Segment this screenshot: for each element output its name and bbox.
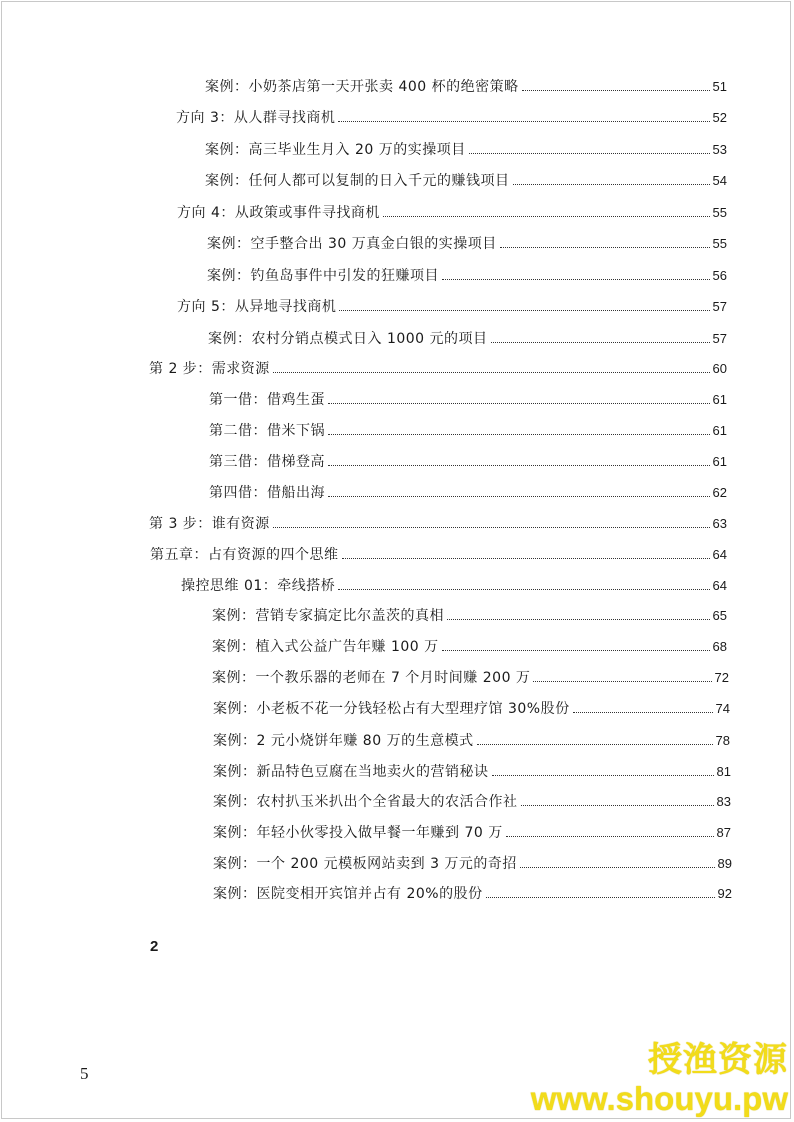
toc-entry-page: 74: [715, 701, 730, 716]
toc-entry-page: 64: [712, 578, 727, 593]
toc-entry[interactable]: [205, 139, 727, 159]
toc-entry-title: 第三借：借梯登高: [209, 454, 325, 470]
toc-dot-leader: [442, 279, 710, 280]
toc-entry-title: 第 2 步：需求资源: [149, 361, 270, 377]
watermark-url: www.shouyu.pw: [530, 1080, 788, 1117]
toc-dot-leader: [339, 310, 709, 311]
toc-entry-page: 60: [712, 361, 727, 376]
toc-dot-leader: [492, 775, 714, 776]
toc-entry[interactable]: [208, 328, 727, 348]
toc-entry-page: 72: [714, 670, 729, 685]
toc-entry[interactable]: [176, 107, 727, 127]
toc-entry-title: 案例：高三毕业生月入 20 万的实操项目: [205, 142, 466, 158]
toc-dot-leader: [486, 897, 715, 898]
toc-dot-leader: [500, 247, 710, 248]
toc-dot-leader: [522, 90, 710, 91]
toc-dot-leader: [342, 558, 710, 559]
toc-dot-leader: [447, 619, 710, 620]
toc-entry[interactable]: [149, 358, 727, 378]
toc-dot-leader: [328, 496, 710, 497]
toc-entry[interactable]: [213, 791, 731, 811]
toc-dot-leader: [328, 434, 710, 435]
toc-entry-title: 第四借：借船出海: [209, 485, 325, 501]
toc-dot-leader: [273, 527, 710, 528]
toc-entry-page: 63: [712, 516, 727, 531]
toc-entry-page: 56: [712, 268, 727, 283]
toc-entry-title: 案例：空手整合出 30 万真金白银的实操项目: [207, 236, 497, 252]
toc-dot-leader: [520, 867, 715, 868]
toc-entry-page: 92: [717, 886, 732, 901]
toc-entry[interactable]: [213, 761, 731, 781]
toc-dot-leader: [521, 805, 714, 806]
toc-entry-page: 81: [716, 764, 731, 779]
toc-entry-page: 55: [712, 205, 727, 220]
toc-entry-title: 案例：农村分销点模式日入 1000 元的项目: [208, 331, 488, 347]
toc-entry[interactable]: [213, 698, 730, 718]
toc-entry-page: 87: [716, 825, 731, 840]
toc-entry-title: 第五章：占有资源的四个思维: [150, 547, 339, 563]
toc-entry-page: 68: [712, 639, 727, 654]
toc-entry[interactable]: [212, 667, 729, 687]
toc-entry-title: 第二借：借米下锅: [209, 423, 325, 439]
toc-dot-leader: [469, 153, 710, 154]
watermark: [531, 1040, 788, 1118]
toc-dot-leader: [513, 184, 710, 185]
toc-entry-title: 案例：年轻小伙零投入做早餐一年赚到 70 万: [213, 825, 503, 841]
toc-entry-page: 61: [712, 423, 727, 438]
toc-entry-title: 案例：植入式公益广告年赚 100 万: [212, 639, 439, 655]
toc-entry-title: 案例：小奶茶店第一天开张卖 400 杯的绝密策略: [205, 79, 519, 95]
toc-entry[interactable]: [207, 233, 727, 253]
toc-entry-page: 52: [712, 110, 727, 125]
toc-dot-leader: [338, 589, 709, 590]
toc-entry[interactable]: [213, 822, 731, 842]
toc-dot-leader: [533, 681, 711, 682]
toc-entry-title: 案例：医院变相开宾馆并占有 20%的股份: [213, 886, 483, 902]
toc-entry-title: 案例：农村扒玉米扒出个全省最大的农活合作社: [213, 794, 518, 810]
toc-entry-page: 89: [717, 856, 732, 871]
toc-entry-title: 方向 3：从人群寻找商机: [176, 110, 336, 126]
toc-entry[interactable]: [177, 202, 727, 222]
toc-entry-page: 83: [716, 794, 731, 809]
toc-entry-title: 案例：营销专家搞定比尔盖茨的真相: [212, 608, 444, 624]
toc-entry[interactable]: [209, 451, 727, 471]
toc-entry[interactable]: [181, 575, 727, 595]
toc-entry[interactable]: [213, 853, 732, 873]
toc-dot-leader: [506, 836, 714, 837]
toc-entry[interactable]: [207, 265, 727, 285]
toc-dot-leader: [442, 650, 710, 651]
outer-page-number: 5: [80, 1064, 89, 1083]
toc-entry-page: 61: [712, 454, 727, 469]
toc-entry-title: 案例：任何人都可以复制的日入千元的赚钱项目: [205, 173, 510, 189]
toc-entry-page: 65: [712, 608, 727, 623]
toc-dot-leader: [328, 465, 710, 466]
toc-entry[interactable]: [213, 883, 732, 903]
toc-entry-page: 57: [712, 331, 727, 346]
inner-page-number: 2: [150, 938, 159, 955]
toc-entry-title: 案例：钓鱼岛事件中引发的狂赚项目: [207, 268, 439, 284]
toc-entry-page: 78: [715, 733, 730, 748]
toc-entry-title: 方向 5：从异地寻找商机: [177, 299, 337, 315]
toc-entry[interactable]: [212, 636, 727, 656]
toc-entry-title: 案例：2 元小烧饼年赚 80 万的生意模式: [213, 733, 474, 749]
toc-dot-leader: [338, 121, 709, 122]
toc-entry-page: 62: [712, 485, 727, 500]
toc-entry[interactable]: [150, 544, 727, 564]
toc-entry-page: 51: [712, 79, 727, 94]
toc-entry-page: 54: [712, 173, 727, 188]
toc-entry-title: 案例：一个 200 元模板网站卖到 3 万元的奇招: [213, 856, 517, 872]
toc-entry-title: 案例：小老板不花一分钱轻松占有大型理疗馆 30%股份: [213, 701, 570, 717]
toc-entry-title: 第 3 步：谁有资源: [149, 516, 270, 532]
toc-entry-page: 61: [712, 392, 727, 407]
toc-entry-title: 第一借：借鸡生蛋: [209, 392, 325, 408]
toc-entry[interactable]: [209, 389, 727, 409]
toc-entry[interactable]: [205, 170, 727, 190]
toc-entry[interactable]: [212, 605, 727, 625]
toc-entry-page: 57: [712, 299, 727, 314]
toc-dot-leader: [491, 342, 710, 343]
toc-entry[interactable]: [209, 420, 727, 440]
toc-dot-leader: [273, 372, 710, 373]
toc-entry[interactable]: [209, 482, 727, 502]
toc-dot-leader: [383, 216, 710, 217]
toc-entry-page: 64: [712, 547, 727, 562]
toc-entry-title: 操控思维 01：牵线搭桥: [181, 578, 336, 594]
toc-entry-title: 方向 4：从政策或事件寻找商机: [177, 205, 380, 221]
toc-entry-page: 55: [712, 236, 727, 251]
toc-entry-title: 案例：新品特色豆腐在当地卖火的营销秘诀: [213, 764, 489, 780]
toc-dot-leader: [573, 712, 713, 713]
toc-entry-page: 53: [712, 142, 727, 157]
toc-entry-title: 案例：一个教乐器的老师在 7 个月时间赚 200 万: [212, 670, 531, 686]
toc-entry[interactable]: [149, 513, 727, 533]
toc-dot-leader: [477, 744, 713, 745]
watermark-title: 授渔资源: [648, 1040, 788, 1080]
toc-entry[interactable]: [177, 296, 727, 316]
toc-dot-leader: [328, 403, 710, 404]
toc-entry[interactable]: [205, 76, 727, 96]
toc-entry[interactable]: [213, 730, 730, 750]
